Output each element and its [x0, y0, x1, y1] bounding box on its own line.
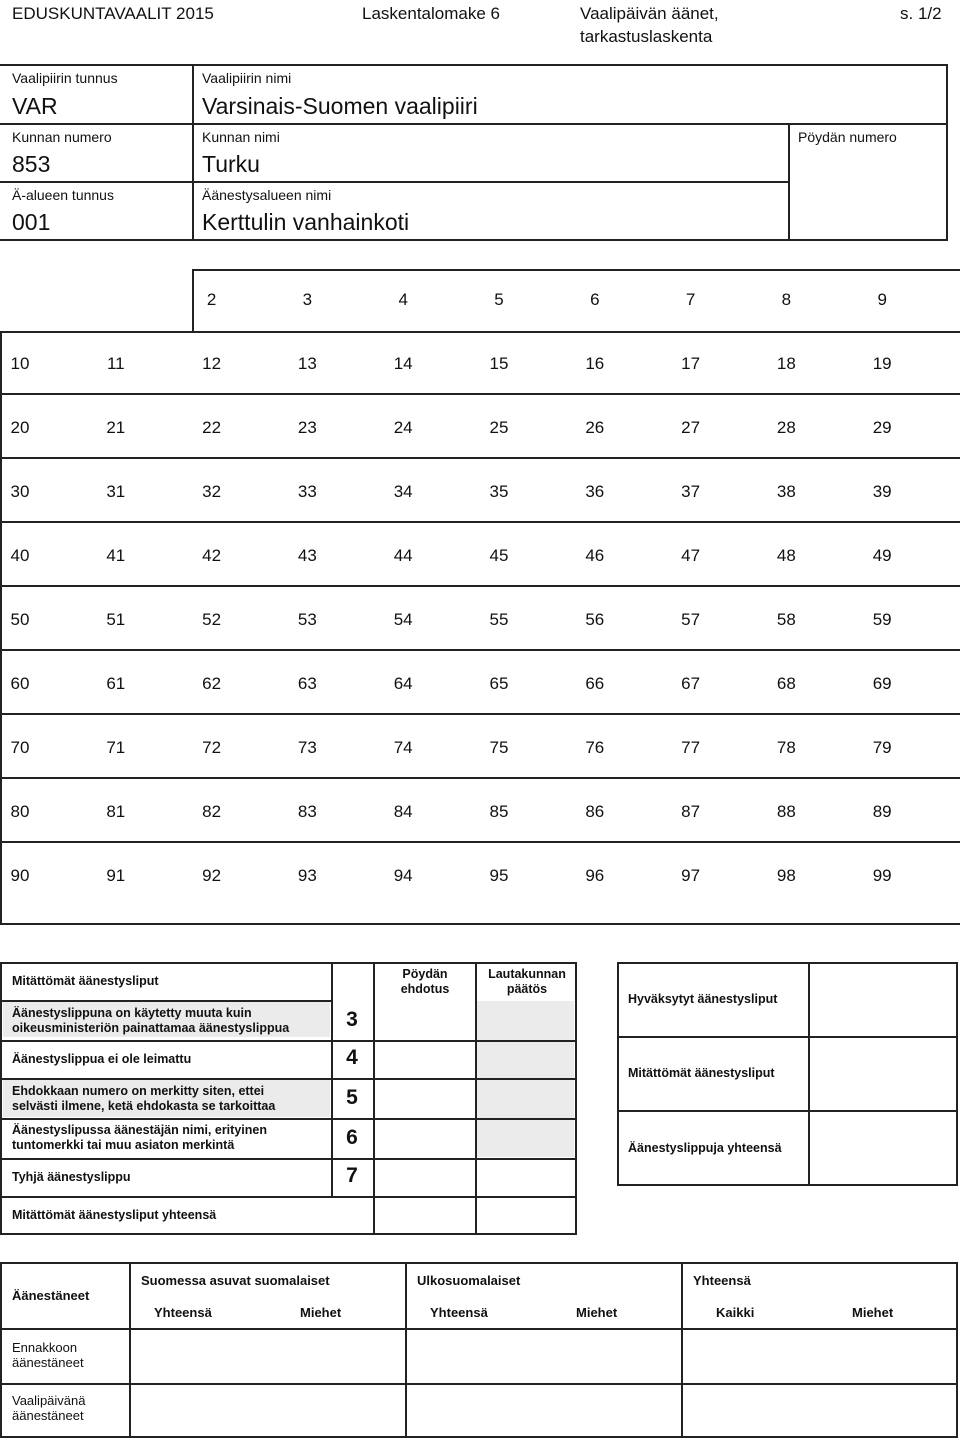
tally-cell: 91 [106, 866, 126, 885]
tally-cell: 14 [393, 354, 413, 373]
tally-cell: 60 [10, 674, 30, 693]
reason-code-4: 4 [346, 1046, 358, 1069]
tally-cell: 75 [489, 738, 509, 757]
divider [617, 1110, 958, 1112]
sub-men-3: Miehet [852, 1305, 894, 1320]
tally-cell: 6 [590, 290, 600, 309]
tally-cell: 61 [106, 674, 126, 693]
tally-cell: 86 [585, 802, 605, 821]
tally-cell: 68 [776, 674, 796, 693]
divider [0, 181, 790, 183]
municipality-name: Turku [202, 151, 260, 177]
tally-cell: 52 [202, 610, 222, 629]
sub-men-2: Miehet [576, 1305, 618, 1320]
group-abroad: Ulkosuomalaiset [417, 1273, 521, 1288]
tally-cell: 12 [202, 354, 222, 373]
divider [405, 1262, 407, 1438]
tally-cell: 18 [776, 354, 796, 373]
group-total: Yhteensä [693, 1273, 751, 1288]
tally-cell: 49 [872, 546, 892, 565]
tally-cell: 70 [10, 738, 30, 757]
tally-cell: 58 [776, 610, 796, 629]
table-number-label: Pöydän numero [798, 129, 897, 145]
divider [0, 457, 960, 459]
col-board-decision-1: Lautakunnan [488, 967, 566, 981]
reason-6-line2: tuntomerkki tai muu asiaton merkintä [12, 1138, 235, 1152]
tally-cell: 26 [585, 418, 605, 437]
sub-all: Kaikki [716, 1305, 755, 1320]
divider [0, 585, 960, 587]
sub-total-1: Yhteensä [154, 1305, 212, 1320]
tally-cell: 5 [494, 290, 504, 309]
tally-cell: 31 [106, 482, 126, 501]
tally-cell: 80 [10, 802, 30, 821]
tally-cell: 57 [681, 610, 701, 629]
divider [0, 521, 960, 523]
col-board-decision-2: päätös [506, 982, 548, 996]
tally-cell: 84 [393, 802, 413, 821]
election-title: EDUSKUNTAVAALIT 2015 [12, 4, 214, 23]
form-title: Laskentalomake 6 [362, 4, 500, 23]
col-table-proposal-2: ehdotus [400, 982, 450, 996]
district-code: VAR [12, 93, 58, 119]
divider [0, 713, 960, 715]
tally-cell: 56 [585, 610, 605, 629]
tally-cell: 9 [877, 290, 887, 309]
tally-cell: 27 [681, 418, 701, 437]
tally-cell: 35 [489, 482, 509, 501]
tally-cell: 77 [681, 738, 701, 757]
tally-cell: 62 [202, 674, 222, 693]
divider [0, 64, 948, 66]
tally-cell: 88 [776, 802, 796, 821]
divider [0, 331, 960, 333]
reason-5-line2: selvästi ilmene, ketä ehdokasta se tarkoittaa [12, 1099, 276, 1113]
tally-cell: 19 [872, 354, 892, 373]
group-residents: Suomessa asuvat suomalaiset [141, 1273, 330, 1288]
district-name-label: Vaalipiirin nimi [202, 70, 292, 86]
invalid-total-label: Mitättömät äänestysliput yhteensä [12, 1208, 217, 1222]
reason-code-6: 6 [346, 1126, 358, 1149]
tally-cell: 41 [106, 546, 126, 565]
tally-cell: 92 [202, 866, 222, 885]
tally-cell: 15 [489, 354, 509, 373]
tally-cell: 78 [776, 738, 796, 757]
sub-total-2: Yhteensä [430, 1305, 488, 1320]
tally-cell: 72 [202, 738, 222, 757]
district-name: Varsinais-Suomen vaalipiiri [202, 93, 478, 119]
tally-cell: 36 [585, 482, 605, 501]
divider [0, 649, 960, 651]
accepted-ballots-label: Hyväksytyt äänestysliput [628, 992, 778, 1006]
tally-cell: 4 [398, 290, 408, 309]
tally-cell: 83 [297, 802, 317, 821]
tally-cell: 39 [872, 482, 892, 501]
divider [0, 841, 960, 843]
ballots-total-label: Äänestyslippuja yhteensä [628, 1141, 782, 1155]
tally-cell: 65 [489, 674, 509, 693]
divider [946, 64, 948, 241]
divider [0, 1040, 577, 1042]
tally-cell: 8 [781, 290, 792, 309]
tally-cell: 74 [393, 738, 413, 757]
col-table-proposal-1: Pöydän [402, 967, 448, 981]
area-name-label: Äänestysalueen nimi [202, 187, 332, 203]
divider [808, 962, 810, 1186]
tally-cell: 95 [489, 866, 509, 885]
divider [0, 1383, 958, 1385]
reason-code-3: 3 [346, 1008, 358, 1031]
municipality-number-label: Kunnan numero [12, 129, 112, 145]
tally-cell: 50 [10, 610, 30, 629]
district-code-label: Vaalipiirin tunnus [12, 70, 118, 86]
reason-5-line1: Ehdokkaan numero on merkitty siten, ettei [12, 1084, 265, 1098]
election-day-voters-line1: Vaalipäivänä [12, 1393, 86, 1408]
invalid-title: Mitättömät äänestysliput [12, 974, 159, 988]
tally-cell: 21 [106, 418, 126, 437]
divider [475, 962, 477, 1235]
voters-title: Äänestäneet [12, 1288, 90, 1303]
tally-cell: 48 [776, 546, 796, 565]
tally-cell: 37 [681, 482, 701, 501]
form-description-line1: Vaalipäivän äänet, [580, 4, 719, 23]
divider [0, 1196, 577, 1198]
tally-cell: 97 [681, 866, 701, 885]
tally-cell: 43 [297, 546, 317, 565]
reason-7-line1: Tyhjä äänestyslippu [12, 1170, 131, 1184]
tally-cell: 89 [872, 802, 892, 821]
tally-cell: 59 [872, 610, 892, 629]
area-code-label: Ä-alueen tunnus [12, 187, 114, 203]
divider [0, 777, 960, 779]
tally-cell: 76 [585, 738, 605, 757]
tally-cell: 33 [297, 482, 317, 501]
divider [0, 1158, 577, 1160]
reason-3-line2: oikeusministeriön painattamaa äänestyslippua [12, 1021, 290, 1035]
tally-cell: 29 [872, 418, 892, 437]
tally-cell: 66 [585, 674, 605, 693]
tally-cell: 47 [681, 546, 701, 565]
area-code: 001 [12, 209, 51, 235]
divider [0, 1078, 577, 1080]
tally-cell: 71 [106, 738, 126, 757]
reason-code-5: 5 [346, 1086, 358, 1109]
tally-cell: 54 [393, 610, 413, 629]
divider [617, 1036, 958, 1038]
tally-cell: 90 [10, 866, 30, 885]
tally-cell: 99 [872, 866, 892, 885]
tally-cell: 20 [10, 418, 30, 437]
tally-cell: 79 [872, 738, 892, 757]
tally-cell: 63 [297, 674, 317, 693]
tally-cell: 10 [10, 354, 30, 373]
tally-cell: 51 [106, 610, 126, 629]
tally-cell: 96 [585, 866, 605, 885]
divider [0, 1118, 577, 1120]
tally-cell: 28 [776, 418, 796, 437]
reason-3-line1: Äänestyslippuna on käytetty muuta kuin [12, 1006, 252, 1020]
divider [0, 1000, 332, 1002]
tally-cell: 11 [106, 354, 125, 373]
tally-cell: 13 [297, 354, 317, 373]
tally-cell: 16 [585, 354, 605, 373]
sub-men-1: Miehet [300, 1305, 342, 1320]
divider [192, 64, 194, 241]
tally-cell: 32 [202, 482, 222, 501]
divider [129, 1262, 131, 1438]
divider [373, 962, 375, 1235]
invalid-ballots-label: Mitättömät äänestysliput [628, 1066, 775, 1080]
tally-cell: 46 [585, 546, 605, 565]
municipality-number: 853 [12, 151, 51, 177]
divider [0, 123, 948, 125]
tally-cell: 82 [202, 802, 222, 821]
tally-cell: 85 [489, 802, 509, 821]
divider [0, 393, 960, 395]
tally-cell: 98 [776, 866, 796, 885]
tally-cell: 23 [297, 418, 317, 437]
tally-cell: 24 [393, 418, 413, 437]
tally-cell: 2 [206, 290, 217, 309]
advance-voters-line1: Ennakkoon [12, 1340, 78, 1355]
tally-cell: 53 [297, 610, 317, 629]
reason-6-line1: Äänestyslipussa äänestäjän nimi, erityinen [12, 1123, 267, 1137]
reason-code-7: 7 [346, 1164, 358, 1187]
tally-cell: 69 [872, 674, 892, 693]
tally-cell: 22 [202, 418, 222, 437]
divider [0, 1328, 958, 1330]
divider [192, 269, 960, 271]
tally-cell: 17 [681, 354, 701, 373]
tally-cell: 38 [776, 482, 796, 501]
tally-cell: 81 [106, 802, 126, 821]
municipality-name-label: Kunnan nimi [202, 129, 280, 145]
tally-cell: 64 [393, 674, 413, 693]
tally-cell: 40 [10, 546, 30, 565]
divider [0, 923, 960, 925]
tally-cell: 3 [302, 290, 313, 309]
tally-cell: 93 [297, 866, 317, 885]
election-day-voters-line2: äänestäneet [12, 1408, 84, 1423]
advance-voters-line2: äänestäneet [12, 1355, 84, 1370]
reason-4-line1: Äänestyslippua ei ole leimattu [12, 1052, 192, 1066]
divider [681, 1262, 683, 1438]
tally-cell: 94 [393, 866, 413, 885]
tally-cell: 67 [681, 674, 701, 693]
tally-cell: 30 [10, 482, 30, 501]
tally-cell: 44 [393, 546, 413, 565]
tally-cell: 45 [489, 546, 509, 565]
tally-cell: 87 [681, 802, 701, 821]
divider [0, 239, 948, 241]
form-description-line2: tarkastuslaskenta [580, 27, 713, 46]
area-name: Kerttulin vanhainkoti [202, 209, 410, 235]
tally-cell: 25 [489, 418, 509, 437]
tally-cell: 7 [685, 290, 696, 309]
tally-cell: 55 [489, 610, 509, 629]
table-border [0, 1262, 958, 1438]
tally-cell: 73 [297, 738, 317, 757]
page-number: s. 1/2 [900, 4, 942, 23]
tally-cell: 42 [202, 546, 222, 565]
tally-cell: 34 [393, 482, 413, 501]
